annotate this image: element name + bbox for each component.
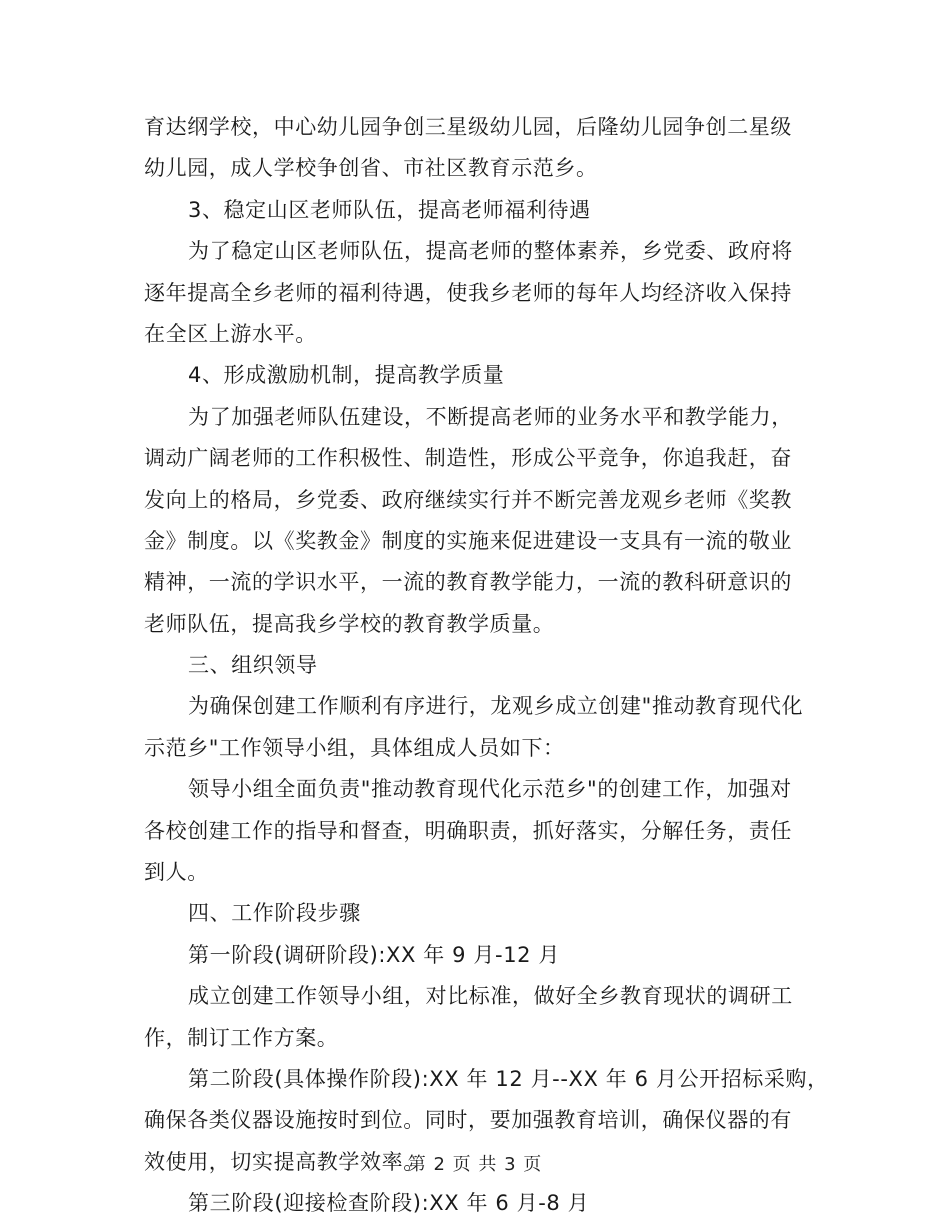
text-line: 为了加强老师队伍建设，不断提高老师的业务水平和教学能力， bbox=[188, 404, 793, 429]
text-line: 第三阶段(迎接检查阶段):XX 年 6 月-8 月 bbox=[188, 1191, 590, 1216]
text-line: 作，制订工作方案。 bbox=[144, 1025, 339, 1050]
text-line: 3、稳定山区老师队伍，提高老师福利待遇 bbox=[188, 197, 591, 222]
page-number: 第 2 页 共 3 页 bbox=[407, 1154, 543, 1175]
text-line: 为确保创建工作顺利有序进行，龙观乡成立创建"推动教育现代化 bbox=[188, 694, 804, 719]
body-text bbox=[144, 107, 829, 1225]
text-line: 金》制度。以《奖教金》制度的实施来促进建设一支具有一流的敬业 bbox=[144, 528, 792, 553]
text-line: 效使用，切实提高教学效率。 bbox=[144, 1149, 425, 1174]
text-line: 育达纲学校，中心幼儿园争创三星级幼儿园，后隆幼儿园争创二星级 bbox=[144, 115, 792, 139]
text-line: 逐年提高全乡老师的福利待遇，使我乡老师的每年人均经济收入保持 bbox=[144, 280, 792, 305]
text-line: 在全区上游水平。 bbox=[144, 321, 317, 346]
text-line: 4、形成激励机制，提高教学质量 bbox=[188, 363, 505, 388]
text-line: 第一阶段(调研阶段):XX 年 9 月-12 月 bbox=[188, 942, 560, 967]
text-line: 三、组织领导 bbox=[188, 653, 318, 678]
text-line: 成立创建工作领导小组，对比标准，做好全乡教育现状的调研工 bbox=[188, 984, 793, 1009]
text-line: 调动广阔老师的工作积极性、制造性，形成公平竞争，你追我赶，奋 bbox=[144, 446, 792, 471]
text-line: 为了稳定山区老师队伍，提高老师的整体素养，乡党委、政府将 bbox=[188, 239, 793, 264]
text-line: 各校创建工作的指导和督查，明确职责，抓好落实，分解任务，责任 bbox=[144, 818, 792, 843]
text-line: 确保各类仪器设施按时到位。同时，要加强教育培训，确保仪器的有 bbox=[144, 1108, 792, 1133]
text-line: 发向上的格局，乡党委、政府继续实行并不断完善龙观乡老师《奖教 bbox=[144, 487, 792, 512]
text-line: 四、工作阶段步骤 bbox=[188, 901, 361, 926]
text-line: 示范乡"工作领导小组，具体组成人员如下： bbox=[144, 735, 565, 760]
text-line: 到人。 bbox=[144, 860, 209, 885]
text-line: 领导小组全面负责"推动教育现代化示范乡"的创建工作，加强对 bbox=[188, 777, 792, 802]
text-line: 精神，一流的学识水平，一流的教育教学能力，一流的教科研意识的 bbox=[144, 570, 792, 595]
text-line: 老师队伍，提高我乡学校的教育教学质量。 bbox=[144, 611, 555, 636]
text-line: 幼儿园，成人学校争创省、市社区教育示范乡。 bbox=[144, 156, 598, 181]
text-line: 第二阶段(具体操作阶段):XX 年 12 月--XX 年 6 月公开招标采购， bbox=[188, 1066, 829, 1091]
